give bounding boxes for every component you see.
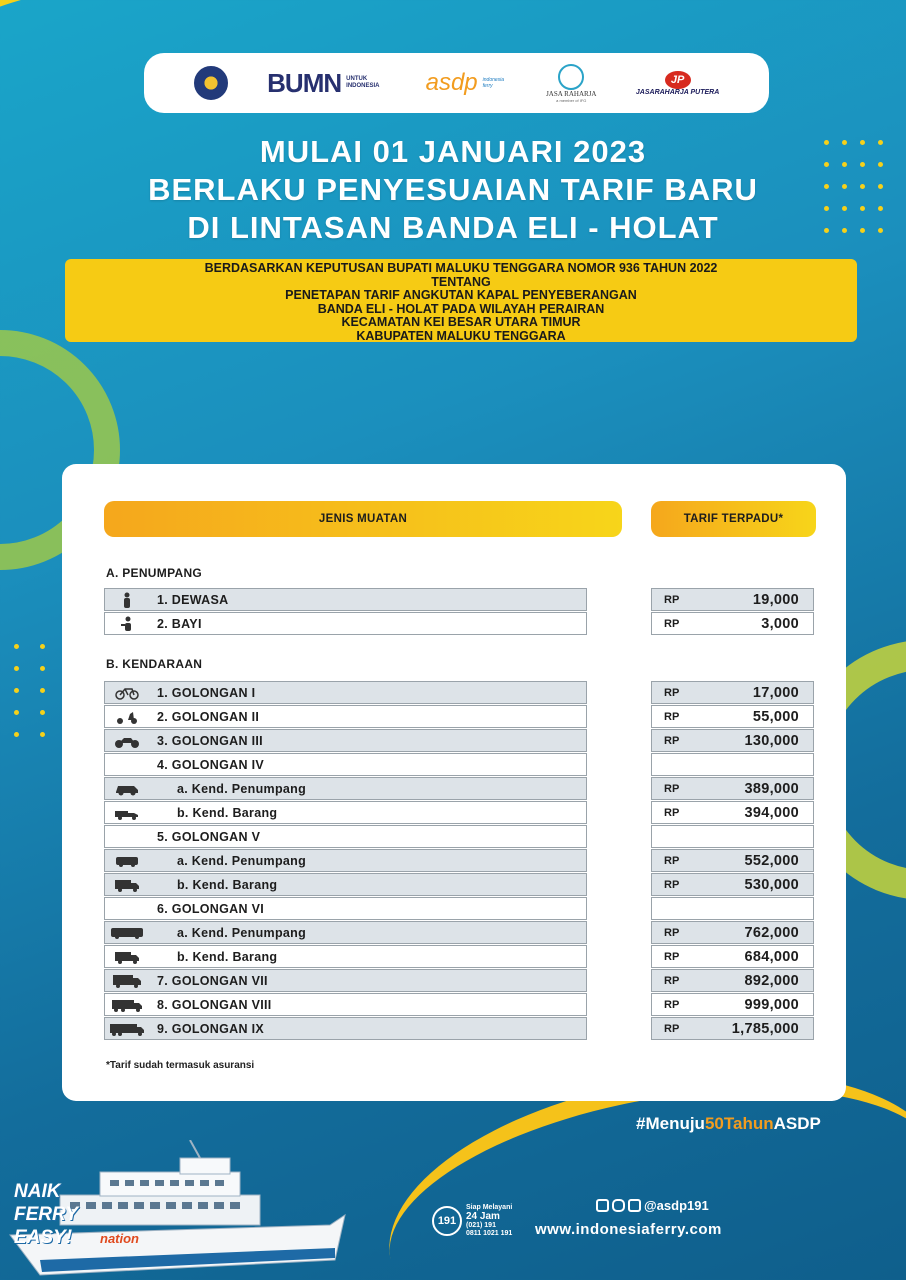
table-row [104,921,587,944]
headline-line-3: DI LINTASAN BANDA ELI - HOLAT [187,210,719,245]
currency-label: RP [664,854,680,867]
minibus-icon [105,854,149,868]
car-icon [105,782,149,796]
currency-label: RP [664,950,680,963]
price-amount: 394,000 [744,804,799,821]
row-label: b. Kend. Barang [177,877,278,892]
decree-line: KECAMATAN KEI BESAR UTARA TIMUR [341,315,581,329]
price-amount: 3,000 [761,615,799,632]
row-label: 8. GOLONGAN VIII [157,997,272,1012]
price-cell [651,588,814,611]
decree-line: KABUPATEN MALUKU TENGGARA [356,328,566,343]
price-amount: 389,000 [744,780,799,797]
price-amount: 552,000 [744,852,799,869]
price-cell [651,705,814,728]
price-amount: 530,000 [744,876,799,893]
currency-label: RP [664,593,680,606]
table-row [104,753,587,776]
instagram-icon [612,1199,625,1212]
price-amount: 130,000 [744,732,799,749]
social-media [596,1198,709,1213]
row-label: 1. DEWASA [157,592,229,607]
logo-bar [144,53,769,113]
table-row [104,1017,587,1040]
table-row [104,777,587,800]
row-label: 2. GOLONGAN II [157,709,260,724]
table-row [104,729,587,752]
header-tarif-terpadu: TARIF TERPADU* [651,501,816,537]
tagline: NAIK FERRY EASY! [14,1181,79,1248]
bicycle-icon [105,686,149,700]
price-amount: 999,000 [744,996,799,1013]
price-amount: 684,000 [744,948,799,965]
row-label: 3. GOLONGAN III [157,733,263,748]
jasaraharja-putera-logo: JP JASARAHARJA PUTERA [636,71,719,96]
price-cell [651,993,814,1016]
currency-label: RP [664,1022,680,1035]
trailer-icon [105,998,149,1012]
currency-label: RP [664,710,680,723]
price-amount: 762,000 [744,924,799,941]
header-jenis-muatan: JENIS MUATAN [104,501,622,537]
row-label: 9. GOLONGAN IX [157,1021,264,1036]
decree-line: TENTANG [431,274,491,289]
price-cell [651,729,814,752]
price-cell [651,945,814,968]
baby-icon [105,616,149,632]
currency-label: RP [664,926,680,939]
adult-icon [105,592,149,608]
price-cell [651,753,814,776]
table-row [104,969,587,992]
currency-label: RP [664,734,680,747]
price-cell [651,681,814,704]
price-cell [651,777,814,800]
bus-icon [105,926,149,940]
row-label: b. Kend. Barang [177,805,278,820]
row-label: a. Kend. Penumpang [177,853,307,868]
table-row [104,588,587,611]
table-row [104,993,587,1016]
tariff-card [62,464,846,1101]
bumn-logo: BUMN UNTUK INDONESIA [267,67,380,98]
headline [0,133,906,247]
jasa-raharja-logo: JASA RAHARJA a member of IFG [546,64,596,103]
hashtag: #Menuju50TahunASDP [636,1114,821,1133]
price-amount: 55,000 [752,708,799,725]
table-row [104,945,587,968]
scooter-icon [105,710,149,724]
row-label: 7. GOLONGAN VII [157,973,268,988]
price-cell [651,849,814,872]
price-amount: 19,000 [752,591,799,608]
truck-icon [105,950,149,964]
pickup-icon [105,806,149,820]
decree-line: BANDA ELI - HOLAT PADA WILAYAH PERAIRAN [317,301,605,316]
price-cell [651,873,814,896]
price-amount: 17,000 [752,684,799,701]
price-cell [651,612,814,635]
long-trailer-icon [105,1022,149,1036]
asdp-logo: asdp indonesia ferry [425,69,505,96]
table-row [104,801,587,824]
table-row [104,873,587,896]
row-label: 4. GOLONGAN IV [157,757,264,772]
currency-label: RP [664,782,680,795]
table-row [104,897,587,920]
row-label: a. Kend. Penumpang [177,781,307,796]
decree-banner [65,259,857,342]
currency-label: RP [664,878,680,891]
headline-line-2: BERLAKU PENYESUAIAN TARIF BARU [148,172,758,207]
price-amount: 1,785,000 [731,1020,799,1037]
section-penumpang: A. PENUMPANG [106,566,203,580]
currency-label: RP [664,806,680,819]
row-label: 6. GOLONGAN VI [157,901,264,916]
price-cell [651,969,814,992]
table-row [104,612,587,635]
social-handle: @asdp191 [644,1198,709,1213]
price-cell [651,897,814,920]
decree-line: BERDASARKAN KEPUTUSAN BUPATI MALUKU TENGGARA NOMOR 936 TAHUN 2022 [204,261,718,275]
table-row [104,681,587,704]
website-link[interactable]: www.indonesiaferry.com [535,1221,722,1238]
ship-name: nation [100,1231,139,1246]
row-label: 5. GOLONGAN V [157,829,261,844]
row-label: b. Kend. Barang [177,949,278,964]
table-row [104,705,587,728]
ministry-logo [194,66,228,100]
price-cell [651,921,814,944]
motorbike-icon [105,734,149,748]
decree-line: PENETAPAN TARIF ANGKUTAN KAPAL PENYEBERANGAN [285,288,637,302]
row-label: 2. BAYI [157,616,202,631]
section-kendaraan: B. KENDARAAN [106,657,203,671]
currency-label: RP [664,617,680,630]
call-center-number: 191 [432,1206,462,1236]
price-amount: 892,000 [744,972,799,989]
row-label: 1. GOLONGAN I [157,685,256,700]
table-row [104,849,587,872]
currency-label: RP [664,974,680,987]
call-center: 191 Siap Melayani 24 Jam (021) 191 0811 1021 191 [432,1204,512,1238]
decorative-dots-left [14,644,66,754]
facebook-icon [596,1199,609,1212]
price-cell [651,1017,814,1040]
headline-line-1: MULAI 01 JANUARI 2023 [259,134,647,169]
currency-label: RP [664,998,680,1011]
row-label: a. Kend. Penumpang [177,925,307,940]
currency-label: RP [664,686,680,699]
big-truck-icon [105,974,149,988]
twitter-icon [628,1199,641,1212]
truck-icon [105,878,149,892]
price-cell [651,825,814,848]
insurance-note: *Tarif sudah termasuk asuransi [106,1060,255,1071]
price-cell [651,801,814,824]
table-row [104,825,587,848]
